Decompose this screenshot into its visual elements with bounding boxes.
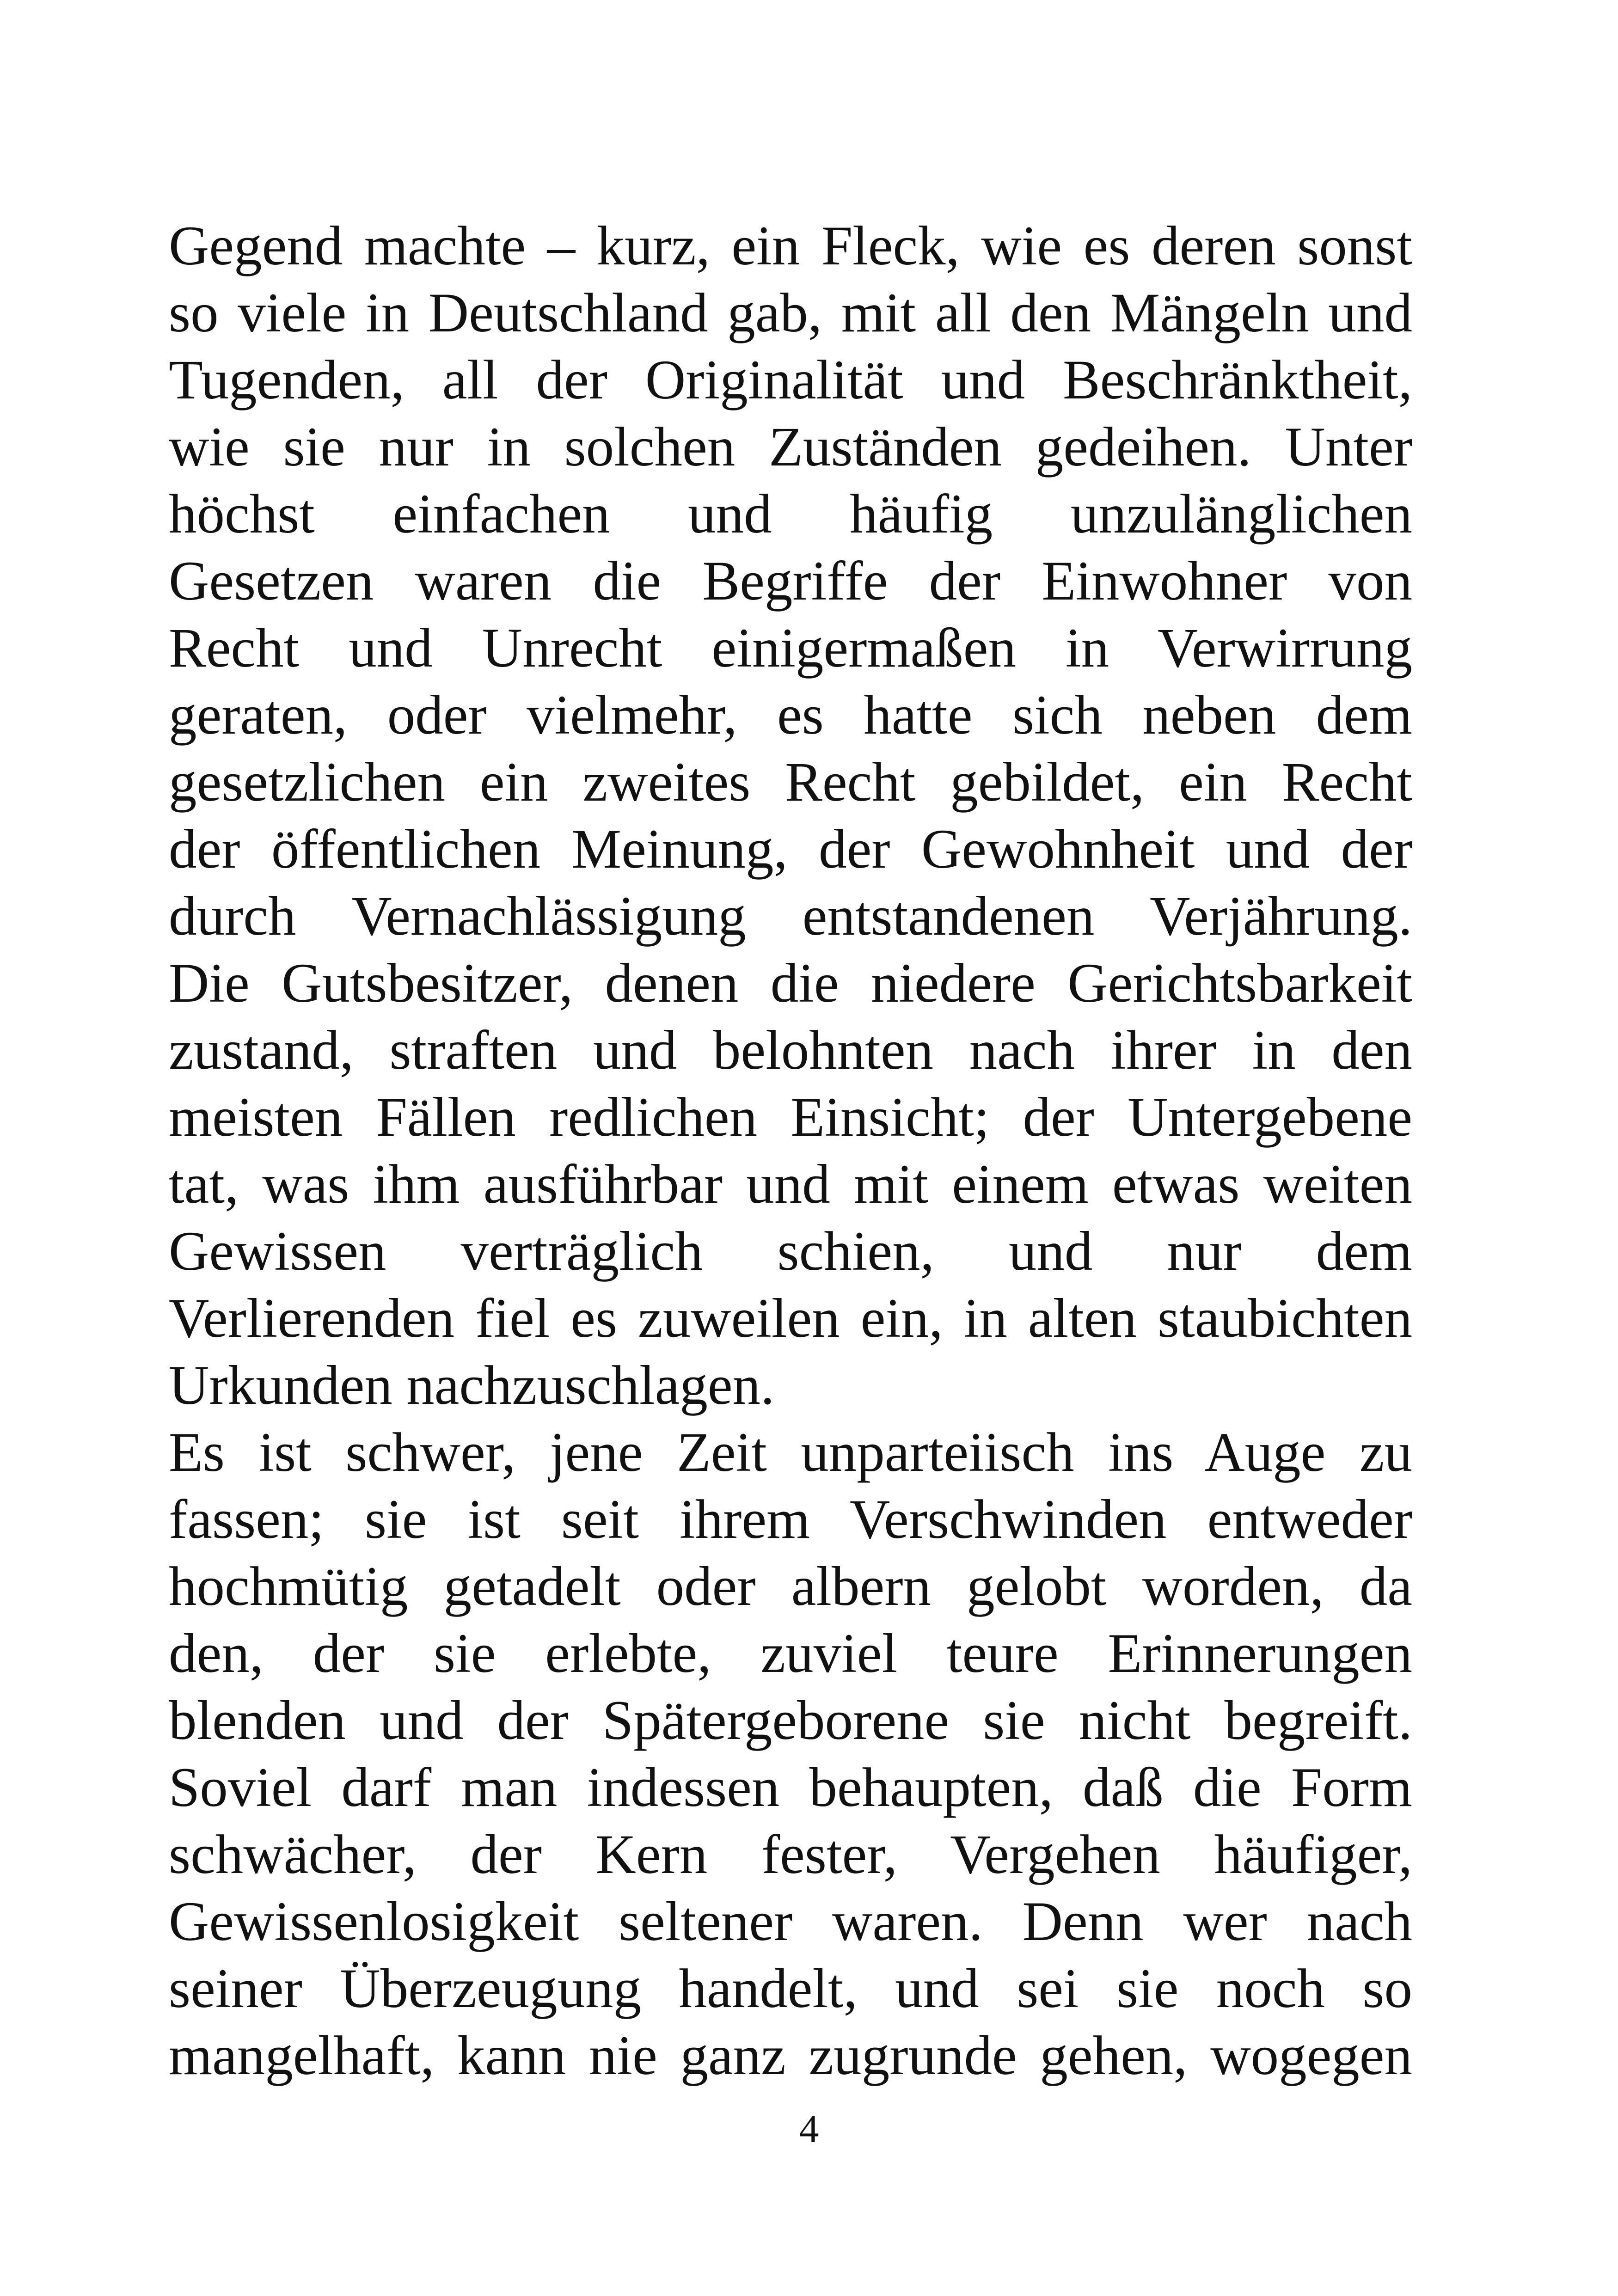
text-line: Gegend machte – kurz, ein Fleck, wie es deren sonst [169, 215, 1412, 277]
text-line: höchst einfachen und häufig unzulänglichen [169, 483, 1412, 545]
text-line: Gewissenlosigkeit seltener waren. Denn wer nach [169, 1891, 1412, 1953]
body-text [169, 213, 1412, 2089]
paragraph-1 [169, 213, 1412, 1419]
text-line: meisten Fällen redlichen Einsicht; der Untergebene [169, 1086, 1412, 1148]
text-line: zustand, straften und belohnten nach ihrer in den [169, 1019, 1412, 1081]
text-line: geraten, oder vielmehr, es hatte sich neben dem [169, 684, 1412, 746]
text-line: den, der sie erlebte, zuviel teure Erinnerungen [169, 1623, 1412, 1684]
text-line: fassen; sie ist seit ihrem Verschwinden entweder [169, 1488, 1412, 1550]
text-line: mangelhaft, kann nie ganz zugrunde gehen, wogegen [169, 2025, 1412, 2087]
text-line: Die Gutsbesitzer, denen die niedere Gerichtsbarkeit [169, 952, 1412, 1014]
text-line: durch Vernachlässigung entstandenen Verjährung. [169, 885, 1412, 947]
text-line: tat, was ihm ausführbar und mit einem etwas weiten [169, 1153, 1412, 1215]
text-line: gesetzlichen ein zweites Recht gebildet, ein Recht [169, 751, 1412, 813]
text-line: Gewissen verträglich schien, und nur dem [169, 1220, 1412, 1282]
text-line: hochmütig getadelt oder albern gelobt worden, da [169, 1555, 1412, 1617]
text-line: seiner Überzeugung handelt, und sei sie noch so [169, 1958, 1412, 2020]
text-line: Recht und Unrecht einigermaßen in Verwirrung [169, 617, 1412, 679]
text-line: Gesetzen waren die Begriffe der Einwohner von [169, 550, 1412, 612]
text-line: wie sie nur in solchen Zuständen gedeihen. Unter [169, 416, 1412, 478]
text-line: schwächer, der Kern fester, Vergehen häufiger, [169, 1824, 1412, 1886]
text-line: Soviel darf man indessen behaupten, daß die Form [169, 1757, 1412, 1818]
paragraph-2 [169, 1419, 1412, 2089]
text-line: Es ist schwer, jene Zeit unparteiisch ins Auge zu [169, 1421, 1412, 1483]
text-line: Verlierenden fiel es zuweilen ein, in alten staubichten [169, 1287, 1412, 1349]
text-line: Urkunden nachzuschlagen. [169, 1354, 775, 1416]
text-line: so viele in Deutschland gab, mit all den Mängeln und [169, 282, 1412, 344]
page-number: 4 [799, 2106, 819, 2151]
text-line: der öffentlichen Meinung, der Gewohnheit und der [169, 818, 1412, 880]
text-line: Tugenden, all der Originalität und Beschränktheit, [169, 349, 1412, 411]
text-line: blenden und der Spätergeborene sie nicht begreift. [169, 1690, 1412, 1751]
